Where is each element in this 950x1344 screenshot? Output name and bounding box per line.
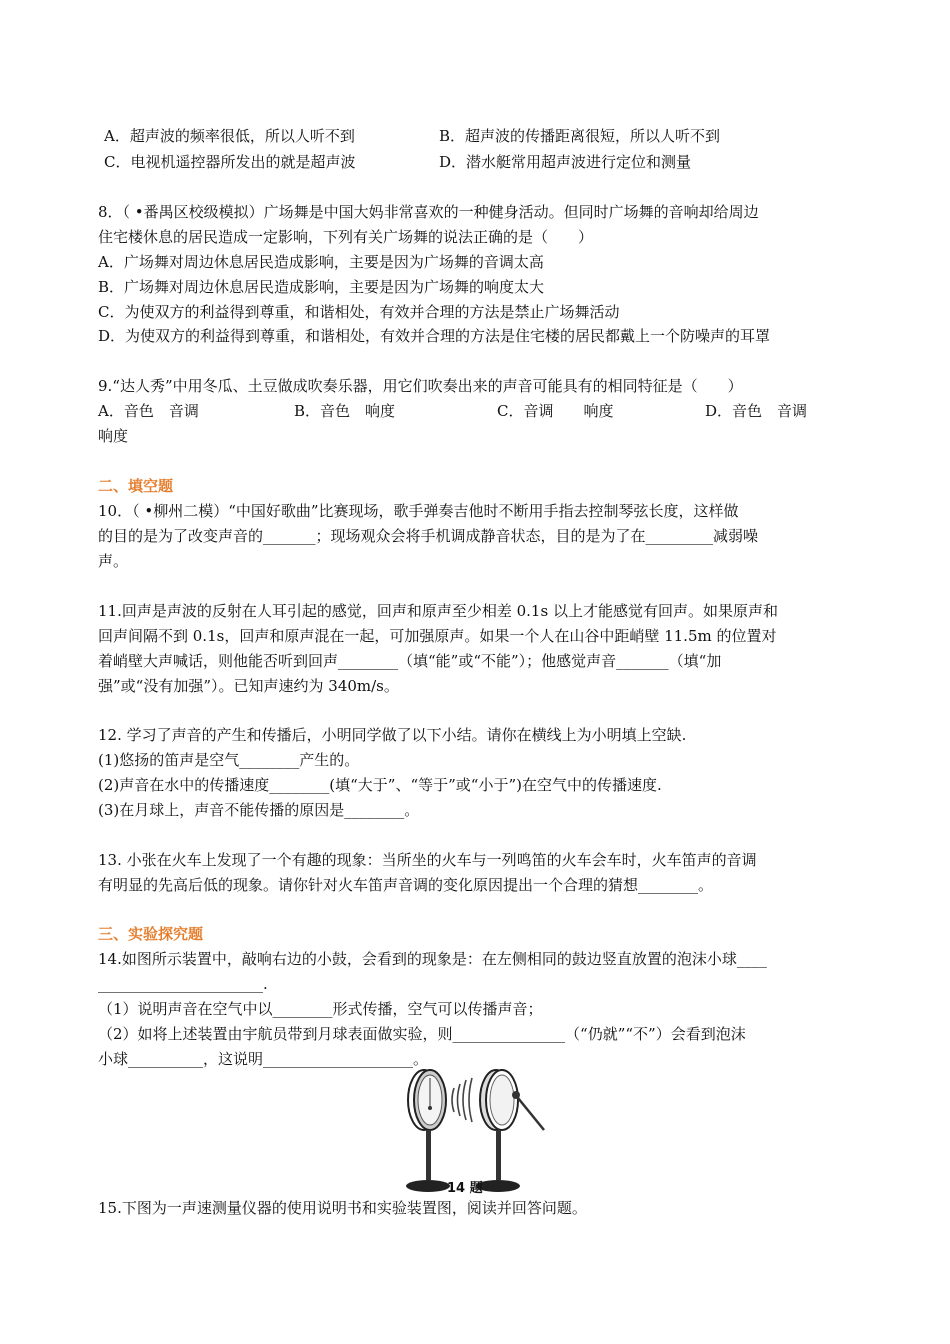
q14-line2: ______________________. xyxy=(98,975,268,993)
q15-stem: 15.下图为一声速测量仪器的使用说明书和实验装置图，阅读并回答问题。 xyxy=(98,1199,587,1217)
q13-line2: 有明显的先高后低的现象。请你针对火车笛声音调的变化原因提出一个合理的猜想________。 xyxy=(98,876,714,894)
q13-line1: 13. 小张在火车上发现了一个有趣的现象：当所坐的火车与一列鸣笛的火车会车时，火车笛声的音调 xyxy=(98,851,757,869)
q9-option-d-tail: 响度 xyxy=(98,427,129,445)
q14-sub2-line1: （2）如将上述装置由宇航员带到月球表面做实验，则_______________（“仍就”“不”）会看到泡沫 xyxy=(98,1025,746,1043)
q14-sub2-line2: 小球__________，这说明____________________。 xyxy=(98,1050,429,1068)
q9-option-c: C．音调 响度 xyxy=(497,402,614,420)
q10-line2: 的目的是为了改变声音的_______；现场观众会将手机调成静音状态，目的是为了在_________减弱噪 xyxy=(98,527,759,545)
q8-option-c: C．为使双方的利益得到尊重，和谐相处，有效并合理的方法是禁止广场舞活动 xyxy=(98,303,620,321)
q8-stem-line2: 住宅楼休息的居民造成一定影响，下列有关广场舞的说法正确的是（ ） xyxy=(98,228,594,246)
q7-option-d: D．潜水艇常用超声波进行定位和测量 xyxy=(439,153,692,171)
q7-option-a: A．超声波的频率很低，所以人听不到 xyxy=(104,127,355,145)
q9-option-b: B．音色 响度 xyxy=(294,402,396,420)
right-drum xyxy=(476,1070,520,1192)
q7-option-b: B．超声波的传播距离很短，所以人听不到 xyxy=(439,127,721,145)
q9-option-a: A．音色 音调 xyxy=(98,402,199,420)
q11-line4: 强”或“没有加强”）。已知声速约为 340m/s。 xyxy=(98,677,399,695)
sound-wave-lines xyxy=(452,1078,472,1122)
q8-option-a: A．广场舞对周边休息居民造成影响，主要是因为广场舞的音调太高 xyxy=(98,253,544,271)
q12-sub2: (2)声音在水中的传播速度________(填“大于”、“等于”或“小于”)在空气中的传播速度. xyxy=(98,776,662,794)
q10-line1: 10．（ •柳州二模）“中国好歌曲”比赛现场，歌手弹奏吉他时不断用手指去控制琴弦长度，这样做 xyxy=(98,502,739,520)
q11-line1: 11.回声是声波的反射在人耳引起的感觉，回声和原声至少相差 0.1s 以上才能感觉有回声。如果原声和 xyxy=(98,602,778,620)
q11-line2: 回声间隔不到 0.1s，回声和原声混在一起，可加强原声。如果一个人在山谷中距峭壁 11.5m 的位置对 xyxy=(98,627,777,645)
q7-option-c: C．电视机遥控器所发出的就是超声波 xyxy=(104,153,356,171)
q12-sub1: (1)悠扬的笛声是空气________产生的。 xyxy=(98,751,360,769)
section-title-experiment: 三、实验探究题 xyxy=(98,925,204,943)
q12-sub3: (3)在月球上，声音不能传播的原因是________。 xyxy=(98,801,420,819)
q9-option-d: D．音色 音调 xyxy=(705,402,808,420)
q11-line3: 着峭壁大声喊话，则他能否听到回声________（填“能”或“不能”）；他感觉声音_______（填“加 xyxy=(98,652,722,670)
left-drum xyxy=(406,1070,450,1192)
q14-sub1: （1）说明声音在空气中以________形式传播，空气可以传播声音； xyxy=(98,1000,543,1018)
section-title-fill-in: 二、填空题 xyxy=(98,477,174,495)
q8-option-d: D．为使双方的利益得到尊重，和谐相处，有效并合理的方法是住宅楼的居民都戴上一个防噪声的耳罩 xyxy=(98,327,771,345)
q8-option-b: B．广场舞对周边休息居民造成影响，主要是因为广场舞的响度太大 xyxy=(98,278,545,296)
q9-stem: 9.“达人秀”中用冬瓜、土豆做成吹奏乐器，用它们吹奏出来的声音可能具有的相同特征是（ ） xyxy=(98,377,743,395)
q10-line3: 声。 xyxy=(98,552,129,570)
q14-line1: 14.如图所示装置中，敲响右边的小鼓，会看到的现象是：在左侧相同的鼓边竖直放置的泡沫小球____ xyxy=(98,950,767,968)
figure-caption: 14 题 xyxy=(447,1181,483,1196)
q8-stem-line1: 8．（ •番禺区校级模拟）广场舞是中国大妈非常喜欢的一种健身活动。但同时广场舞的音响却给周边 xyxy=(98,203,759,221)
q12-stem: 12. 学习了声音的产生和传播后，小明同学做了以下小结。请你在横线上为小明填上空缺. xyxy=(98,726,687,744)
